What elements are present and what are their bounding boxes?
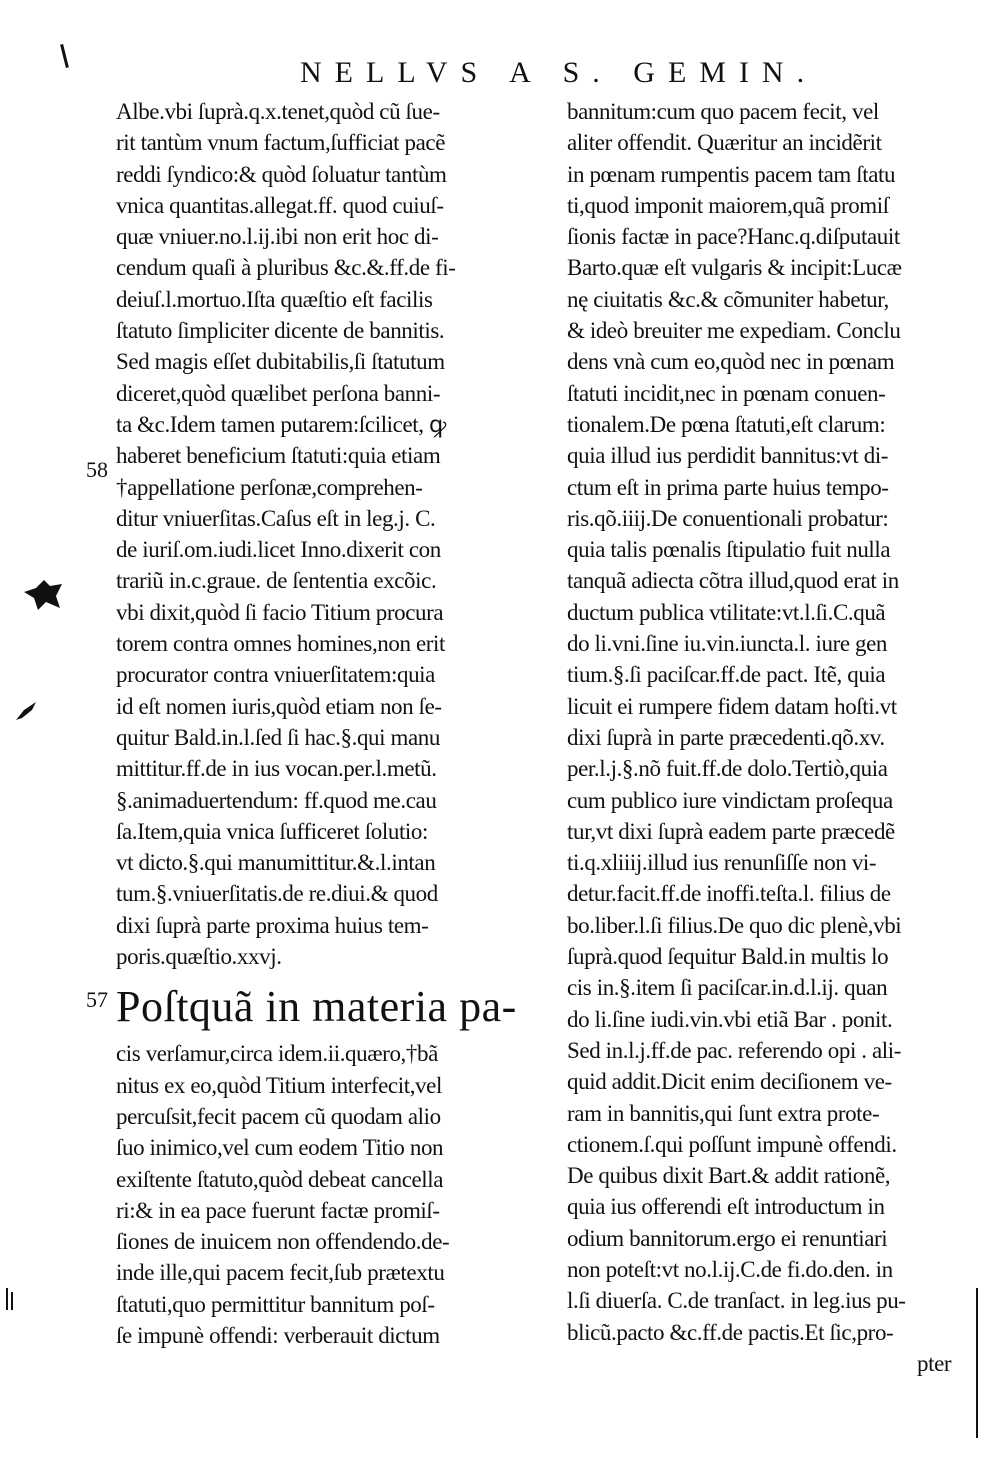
text-line: per.l.j.§.nõ fuit.ff.de dolo.Tertiò,quia	[567, 756, 888, 782]
text-line: Sed in.l.j.ff.de pac. referendo opi . ali-	[567, 1037, 902, 1063]
text-line: ti.q.xliiij.illud ius renunſiſſe non vi-	[567, 850, 877, 876]
text-line: inde ille,qui pacem fecit,ſub prætextu	[116, 1260, 445, 1286]
text-line: †appellatione perſonæ,comprehen-	[116, 474, 423, 500]
text-line: de iuriſ.om.iudi.licet Inno.dixerit con	[116, 537, 441, 563]
ink-mark-top-left	[60, 44, 69, 68]
text-line: Barto.quæ eſt vulgaris & incipit:Lucæ	[567, 255, 902, 281]
text-line: rit tantùm vnum factum,ſufficiat pacẽ	[116, 130, 446, 156]
text-line: licuit ei rumpere fidem datam hoſti.vt	[567, 693, 897, 719]
text-line: dens vnà cum eo,quòd nec in pœnam	[567, 349, 895, 375]
right-column	[567, 96, 967, 1379]
text-line: ri:& in ea pace fuerunt factæ promiſ-	[116, 1197, 440, 1223]
text-line: cis verſamur,circa idem.ii.quæro,†bã	[116, 1041, 438, 1067]
edge-mark-left-2	[11, 1292, 13, 1310]
margin-number-58: 58	[86, 457, 108, 482]
text-line: ſionis factæ in pace?Hanc.q.diſputauit	[567, 224, 900, 250]
text-line: tionalem.De pœna ſtatuti,eſt clarum:	[567, 411, 886, 437]
text-line: ſuprà.quod ſequitur Bald.in multis lo	[567, 944, 889, 970]
ink-smudge-icon	[14, 700, 40, 722]
text-line: aliter offendit. Quæritur an incidẽrit	[567, 130, 882, 156]
text-line: Albe.vbi ſuprà.q.x.tenet,quòd cũ ſue-	[116, 99, 440, 124]
text-line: ſa.Item,quia vnica ſufficeret ſolutio:	[116, 818, 429, 844]
text-line: quitur Bald.in.l.ſed ſi hac.§.qui manu	[116, 724, 440, 750]
text-line: haberet beneficium ſtatuti:quia etiam	[116, 443, 441, 469]
text-line: cendum quaſi à pluribus &c.&.ff.de fi-	[116, 255, 456, 281]
text-line: ductum publica vtilitate:vt.l.ſi.C.quã	[567, 599, 886, 625]
text-line: bannitum:cum quo pacem fecit, vel	[567, 99, 879, 124]
text-line: §.animaduertendum: ff.quod me.cau	[116, 787, 437, 813]
text-line: id eſt nomen iuris,quòd etiam non ſe-	[116, 693, 442, 719]
text-line: & ideò breuiter me expediam. Conclu	[567, 318, 901, 344]
text-line: Sed magis eſſet dubitabilis,ſi ſtatutum	[116, 349, 445, 375]
text-line: vt dicto.§.qui manumittitur.&.l.intan	[116, 850, 436, 876]
text-line: ti,quod imponit maiorem,quã promiſ	[567, 192, 889, 218]
text-line: ta &c.Idem tamen putarem:ſcilicet, ꝙ	[116, 411, 446, 437]
text-line: bo.liber.l.ſi filius.De quo dic plenè,vbi	[567, 912, 902, 938]
text-line: nę ciuitatis &c.& cõmuniter habetur,	[567, 286, 889, 312]
text-line: tum.§.vniuerſitatis.de re.diui.& quod	[116, 881, 438, 907]
text-line: exiſtente ſtatuto,quòd debeat cancella	[116, 1166, 444, 1192]
text-line: do li.vni.ſine iu.vin.iuncta.l. iure gen	[567, 631, 887, 657]
text-line: cis in.§.item ſi paciſcar.in.d.l.ij. quan	[567, 975, 888, 1001]
text-line: dixi ſuprà in parte præcedenti.qõ.xv.	[567, 724, 885, 750]
text-line: tium.§.ſi paciſcar.ff.de pact. Itẽ, quia	[567, 662, 886, 688]
text-line: ctum eſt in prima parte huius tempo-	[567, 474, 889, 500]
section-opening-line: Poſtquã in materia pa-	[116, 982, 517, 1032]
left-column	[116, 96, 536, 1351]
text-line: diceret,quòd quælibet perſona banni-	[116, 380, 441, 406]
text-line: nitus ex eo,quòd Titium interfecit,vel	[116, 1072, 442, 1098]
text-line: ris.qõ.iiij.De conuentionali probatur:	[567, 505, 889, 531]
edge-mark-right	[976, 1288, 978, 1438]
text-line: quid addit.Dicit enim deciſionem ve-	[567, 1069, 892, 1095]
edge-mark-left	[6, 1288, 8, 1310]
running-header: NELLVS A S. GEMIN.	[300, 56, 818, 89]
text-line: ſtatuti incidit,nec in pœnam conuen-	[567, 380, 886, 406]
catchword: pter	[917, 1350, 952, 1376]
text-line: ſtatuto ſimpliciter dicente de bannitis.	[116, 318, 445, 344]
text-line: ſiones de inuicem non offendendo.de-	[116, 1229, 450, 1255]
text-line: detur.facit.ff.de inoffi.teſta.l. filius de	[567, 881, 891, 907]
text-line: ram in bannitis,qui ſunt extra prote-	[567, 1100, 880, 1126]
left-column-top-text	[116, 96, 536, 972]
text-line: ſtatuti,quo permittitur bannitum poſ-	[116, 1291, 435, 1317]
text-line: non poteſt:vt no.l.ij.C.de fi.do.den. in	[567, 1256, 893, 1282]
text-line: De quibus dixit Bart.& addit rationẽ,	[567, 1163, 891, 1189]
text-line: ditur vniuerſitas.Caſus eſt in leg.j. C.	[116, 505, 436, 531]
left-column-bottom-text	[116, 1038, 536, 1351]
text-line: procurator contra vniuerſitatem:quia	[116, 662, 435, 688]
text-line: cum publico iure vindictam proſequa	[567, 787, 893, 813]
ink-blot-icon	[22, 578, 64, 612]
text-line: l.ſi diuerſa. C.de tranſact. in leg.ius pu-	[567, 1288, 906, 1314]
text-line: quia illud ius perdidit bannitus:vt di-	[567, 443, 889, 469]
text-line: vbi dixit,quòd ſi facio Titium procura	[116, 599, 444, 625]
text-line: percuſsit,fecit pacem cũ quodam alio	[116, 1103, 441, 1129]
margin-number-57: 57	[86, 987, 108, 1012]
text-line: trariũ in.c.graue. de ſententia excõic.	[116, 568, 437, 594]
text-line: do li.ſine iudi.vin.vbi etiã Bar . ponit.	[567, 1006, 893, 1032]
text-line: mittitur.ff.de in ius vocan.per.l.metũ.	[116, 756, 437, 782]
text-line: ſuo inimico,vel cum eodem Titio non	[116, 1135, 444, 1161]
text-line: tanquã adiecta cõtra illud,quod erat in	[567, 568, 899, 594]
text-line: quia ius offerendi eſt introductum in	[567, 1194, 885, 1220]
text-line: in pœnam rumpentis pacem tam ſtatu	[567, 161, 896, 187]
text-line: dixi ſuprà parte proxima huius tem-	[116, 912, 429, 938]
text-line: odium bannitorum.ergo ei renuntiari	[567, 1225, 888, 1251]
text-line: quia talis pœnalis ſtipulatio fuit nulla	[567, 537, 891, 563]
text-line: ſe impunè offendi: verberauit dictum	[116, 1322, 440, 1348]
text-line: torem contra omnes homines,non erit	[116, 631, 446, 657]
text-line: blicũ.pacto &c.ff.de pactis.Et ſic,pro-	[567, 1319, 894, 1345]
text-line: vnica quantitas.allegat.ff. quod cuiuſ-	[116, 192, 444, 218]
text-line: poris.quæſtio.xxvj.	[116, 944, 282, 970]
text-line: deiuſ.l.mortuo.Iſta quæſtio eſt facilis	[116, 286, 433, 312]
text-line: reddi ſyndico:& quòd ſoluatur tantùm	[116, 161, 447, 187]
text-line: quæ vniuer.no.l.ij.ibi non erit hoc di-	[116, 224, 439, 250]
text-line: ctionem.ſ.qui poſſunt impunè offendi.	[567, 1131, 897, 1157]
text-line: tur,vt dixi ſuprà eadem parte præcedẽ	[567, 818, 895, 844]
